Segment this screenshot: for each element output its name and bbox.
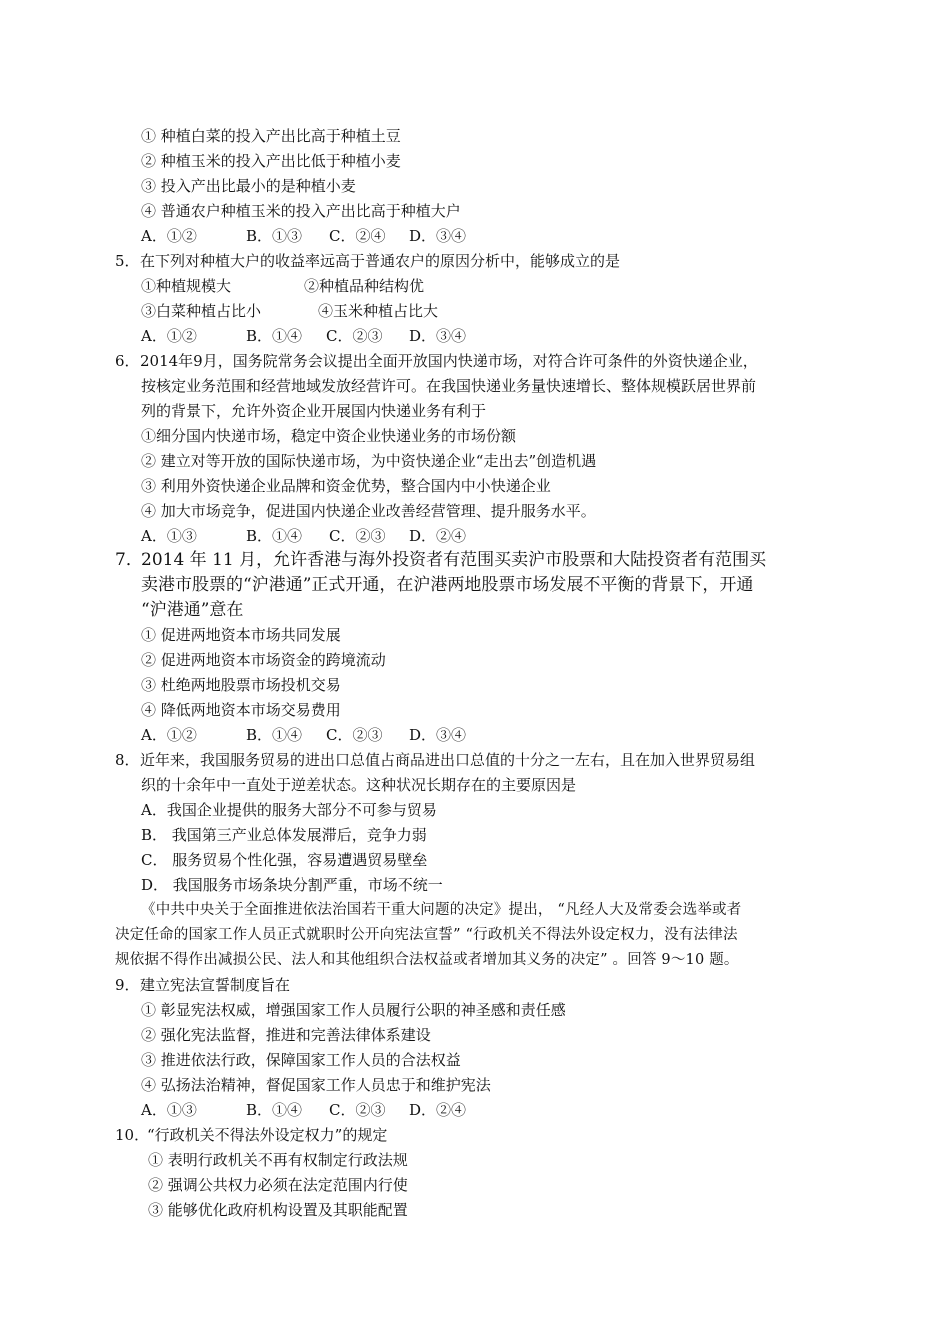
q4-item-4: ④ 普通农户种植玉米的投入产出比高于种植大户 bbox=[141, 202, 461, 220]
question-text: “行政机关不得法外设定权力”的规定 bbox=[147, 1126, 388, 1144]
choice-c[interactable]: C．②③ bbox=[326, 327, 383, 345]
q9-item-3: ③ 推进依法行政，保障国家工作人员的合法权益 bbox=[141, 1051, 461, 1069]
q4-item-1: ① 种植白菜的投入产出比高于种植土豆 bbox=[141, 127, 401, 145]
choice-b[interactable]: B．①④ bbox=[246, 726, 303, 744]
q5-item-4: ④玉米种植占比大 bbox=[318, 302, 439, 320]
choice-b[interactable]: B．①③ bbox=[246, 227, 303, 245]
q8-stem-line-1 bbox=[115, 750, 755, 770]
choice-a[interactable]: A．①② bbox=[141, 227, 197, 245]
q5-items-row-1 bbox=[141, 276, 424, 296]
q10-item-1: ① 表明行政机关不再有权制定行政法规 bbox=[148, 1151, 408, 1169]
choice-b[interactable]: B．①④ bbox=[246, 1101, 303, 1119]
choice-c[interactable]: C．②④ bbox=[329, 227, 386, 245]
q5-choices bbox=[141, 326, 466, 346]
q7-choices bbox=[141, 725, 466, 745]
q7-item-3: ③ 杜绝两地股票市场投机交易 bbox=[141, 676, 341, 694]
question-text: 2014年9月，国务院常务会议提出全面开放国内快递市场，对符合许可条件的外资快递企业， bbox=[140, 352, 758, 370]
choice-a[interactable]: A．①② bbox=[141, 327, 197, 345]
q6-stem-line-1 bbox=[115, 351, 758, 371]
choice-d[interactable]: D．③④ bbox=[409, 327, 467, 345]
q10-item-3: ③ 能够优化政府机构设置及其职能配置 bbox=[148, 1201, 408, 1219]
q6-item-3: ③ 利用外资快递企业品牌和资金优势，整合国内中小快递企业 bbox=[141, 477, 551, 495]
q4-choices bbox=[141, 226, 466, 246]
choice-d[interactable]: D．②④ bbox=[409, 527, 467, 545]
choice-a[interactable]: A．①③ bbox=[141, 527, 197, 545]
question-number: 7． bbox=[115, 550, 143, 570]
q6-stem-line-2: 按核定业务范围和经营地域发放经营许可。在我国快递业务量快速增长、整体规模跃居世界前 bbox=[141, 377, 757, 395]
q7-item-2: ② 促进两地资本市场资金的跨境流动 bbox=[141, 651, 386, 669]
q8-option-a[interactable]: A．我国企业提供的服务大部分不可参与贸易 bbox=[141, 801, 437, 819]
q7-stem-line-1 bbox=[115, 549, 766, 571]
question-number: 10． bbox=[115, 1126, 150, 1144]
choice-b[interactable]: B．①④ bbox=[246, 527, 303, 545]
q9-choices bbox=[141, 1100, 466, 1120]
question-text: 近年来，我国服务贸易的进出口总值占商品进出口总值的十分之一左右，且在加入世界贸易组 bbox=[140, 751, 756, 769]
q7-stem-line-3: “沪港通”意在 bbox=[141, 600, 244, 620]
q5-item-3: ③白菜种植占比小 bbox=[141, 302, 262, 320]
choice-d[interactable]: D．③④ bbox=[409, 227, 467, 245]
q4-item-3: ③ 投入产出比最小的是种植小麦 bbox=[141, 177, 356, 195]
q10-item-2: ② 强调公共权力必须在法定范围内行使 bbox=[148, 1176, 408, 1194]
question-text: 2014 年 11 月，允许香港与海外投资者有范围买卖沪市股票和大陆投资者有范围买 bbox=[141, 550, 767, 570]
question-text: 在下列对种植大户的收益率远高于普通农户的原因分析中，能够成立的是 bbox=[140, 252, 621, 270]
q9-item-2: ② 强化宪法监督，推进和完善法律体系建设 bbox=[141, 1026, 431, 1044]
q7-stem-line-2: 卖港市股票的“沪港通”正式开通，在沪港两地股票市场发展不平衡的背景下，开通 bbox=[141, 575, 754, 595]
q6-item-1: ①细分国内快递市场，稳定中资企业快递业务的市场份额 bbox=[141, 427, 517, 445]
q9-stem bbox=[115, 975, 290, 995]
q10-stem bbox=[115, 1125, 387, 1145]
choice-c[interactable]: C．②③ bbox=[326, 726, 383, 744]
question-number: 5． bbox=[115, 252, 140, 270]
q8-option-b[interactable]: B． 我国第三产业总体发展滞后，竞争力弱 bbox=[141, 826, 427, 844]
q5-item-1: ①种植规模大 bbox=[141, 277, 232, 295]
q8-option-c[interactable]: C． 服务贸易个性化强，容易遭遇贸易壁垒 bbox=[141, 851, 428, 869]
question-number: 8． bbox=[115, 751, 140, 769]
choice-c[interactable]: C．②③ bbox=[329, 1101, 386, 1119]
material-line-2: 决定任命的国家工作人员正式就职时公开向宪法宣誓” “行政机关不得法外设定权力，没有法律法 bbox=[115, 927, 738, 943]
question-text: 建立宪法宣誓制度旨在 bbox=[140, 976, 291, 994]
q7-item-4: ④ 降低两地资本市场交易费用 bbox=[141, 701, 341, 719]
choice-a[interactable]: A．①② bbox=[141, 726, 197, 744]
q8-option-d[interactable]: D． 我国服务市场条块分割严重，市场不统一 bbox=[141, 876, 443, 894]
q6-item-4: ④ 加大市场竞争，促进国内快递企业改善经营管理、提升服务水平。 bbox=[141, 502, 596, 520]
q5-item-2: ②种植品种结构优 bbox=[304, 277, 425, 295]
choice-a[interactable]: A．①③ bbox=[141, 1101, 197, 1119]
choice-d[interactable]: D．②④ bbox=[409, 1101, 467, 1119]
q8-stem-line-2: 织的十余年中一直处于逆差状态。这种状况长期存在的主要原因是 bbox=[141, 776, 577, 794]
q5-stem bbox=[115, 251, 620, 271]
choice-d[interactable]: D．③④ bbox=[409, 726, 467, 744]
question-number: 6． bbox=[115, 352, 140, 370]
q6-item-2: ② 建立对等开放的国际快递市场，为中资快递企业“走出去”创造机遇 bbox=[141, 452, 597, 470]
q7-item-1: ① 促进两地资本市场共同发展 bbox=[141, 626, 341, 644]
choice-c[interactable]: C．②③ bbox=[329, 527, 386, 545]
question-number: 9． bbox=[115, 976, 140, 994]
q4-item-2: ② 种植玉米的投入产出比低于种植小麦 bbox=[141, 152, 401, 170]
q9-item-1: ① 彰显宪法权威，增强国家工作人员履行公职的神圣感和责任感 bbox=[141, 1001, 566, 1019]
material-line-1: 《中共中央关于全面推进依法治国若干重大问题的决定》提出， “凡经人大及常委会选举或者 bbox=[141, 902, 742, 918]
q6-stem-line-3: 列的背景下，允许外资企业开展国内快递业务有利于 bbox=[141, 402, 487, 420]
q9-item-4: ④ 弘扬法治精神，督促国家工作人员忠于和维护宪法 bbox=[141, 1076, 491, 1094]
q6-choices bbox=[141, 526, 466, 546]
material-line-3: 规依据不得作出减损公民、法人和其他组织合法权益或者增加其义务的决定” 。回答 9～10 题。 bbox=[115, 952, 739, 968]
choice-b[interactable]: B．①④ bbox=[246, 327, 303, 345]
q5-items-row-2 bbox=[141, 301, 438, 321]
